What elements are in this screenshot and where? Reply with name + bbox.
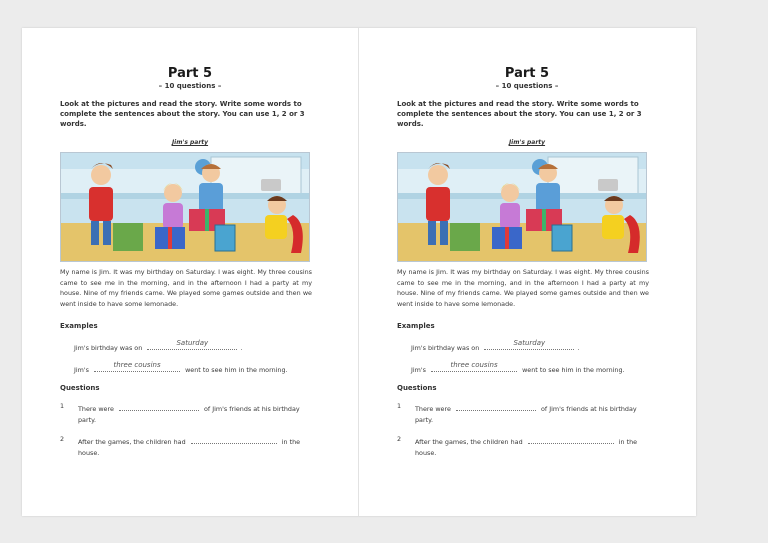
question-2 bbox=[78, 434, 302, 458]
kitchen-party-picture bbox=[61, 153, 309, 261]
question-2-answer-blank[interactable] bbox=[528, 434, 614, 444]
example-1-after: . bbox=[240, 344, 243, 352]
party-illustration bbox=[60, 152, 310, 262]
example-1-after: . bbox=[577, 344, 580, 352]
example-2-after: went to see him in the morning. bbox=[185, 366, 288, 374]
question-1-before: There were bbox=[415, 405, 451, 413]
example-2-before: Jim's bbox=[411, 366, 426, 374]
story-text: My name is Jim. It was my birthday on Saturday. I was eight. My three cousins came to see me in the morning, and in the afternoon I had a party at my house. Nine of my friends came. We played some games outside and then we went inside to have some lemonade. bbox=[397, 268, 649, 308]
question-1-number: 1 bbox=[60, 402, 65, 410]
story-text: My name is Jim. It was my birthday on Saturday. I was eight. My three cousins came to see me in the morning, and in the afternoon I had a party at my house. Nine of my friends came. We played some games outside and then we went inside to have some lemonade. bbox=[60, 268, 312, 308]
story-title: Jim's party bbox=[508, 139, 546, 146]
example-line-1 bbox=[411, 340, 579, 352]
example-line-2 bbox=[74, 362, 288, 374]
example-1-blank bbox=[147, 340, 237, 350]
page-title: Part 5 bbox=[504, 66, 550, 81]
story-title: Jim's party bbox=[171, 139, 209, 146]
question-2-number: 2 bbox=[60, 435, 65, 443]
question-2 bbox=[415, 434, 639, 458]
example-2-before: Jim's bbox=[74, 366, 89, 374]
question-1-answer-blank[interactable] bbox=[456, 401, 536, 411]
example-1-before: Jim's birthday was on bbox=[411, 344, 480, 352]
example-2-blank bbox=[94, 362, 180, 372]
question-2-after: in the house. bbox=[78, 438, 301, 457]
example-2-after: went to see him in the morning. bbox=[522, 366, 625, 374]
kitchen-party-picture bbox=[398, 153, 646, 261]
page-subtitle: – 10 questions – bbox=[495, 82, 559, 90]
question-1 bbox=[415, 401, 639, 425]
question-1 bbox=[78, 401, 302, 425]
page-subtitle: – 10 questions – bbox=[158, 82, 222, 90]
question-1-after: of Jim's friends at his birthday party. bbox=[415, 405, 637, 424]
example-1-answer: Saturday bbox=[513, 339, 546, 347]
example-2-answer: three cousins bbox=[450, 361, 498, 369]
question-2-before: After the games, the children had bbox=[78, 438, 186, 446]
question-2-answer-blank[interactable] bbox=[191, 434, 277, 444]
examples-heading: Examples bbox=[60, 322, 98, 330]
example-1-before: Jim's birthday was on bbox=[74, 344, 143, 352]
questions-heading: Questions bbox=[60, 384, 100, 392]
party-illustration bbox=[397, 152, 647, 262]
example-2-answer: three cousins bbox=[113, 361, 161, 369]
question-1-before: There were bbox=[78, 405, 114, 413]
question-1-answer-blank[interactable] bbox=[119, 401, 199, 411]
page-title: Part 5 bbox=[167, 66, 213, 81]
question-2-number: 2 bbox=[397, 435, 402, 443]
instructions-text: Look at the pictures and read the story. Write some words to complete the sentences about the story. You can use 1, 2 or 3 words. bbox=[60, 100, 305, 128]
question-1-after: of Jim's friends at his birthday party. bbox=[78, 405, 300, 424]
worksheet-page-left bbox=[22, 28, 358, 516]
example-line-2 bbox=[411, 362, 625, 374]
example-1-blank bbox=[484, 340, 574, 350]
question-2-after: in the house. bbox=[415, 438, 638, 457]
examples-heading: Examples bbox=[397, 322, 435, 330]
questions-heading: Questions bbox=[397, 384, 437, 392]
question-2-before: After the games, the children had bbox=[415, 438, 523, 446]
example-1-answer: Saturday bbox=[176, 339, 209, 347]
example-2-blank bbox=[431, 362, 517, 372]
example-line-1 bbox=[74, 340, 242, 352]
instructions-text: Look at the pictures and read the story. Write some words to complete the sentences about the story. You can use 1, 2 or 3 words. bbox=[397, 100, 642, 128]
question-1-number: 1 bbox=[397, 402, 402, 410]
worksheet-page-right bbox=[359, 28, 695, 516]
